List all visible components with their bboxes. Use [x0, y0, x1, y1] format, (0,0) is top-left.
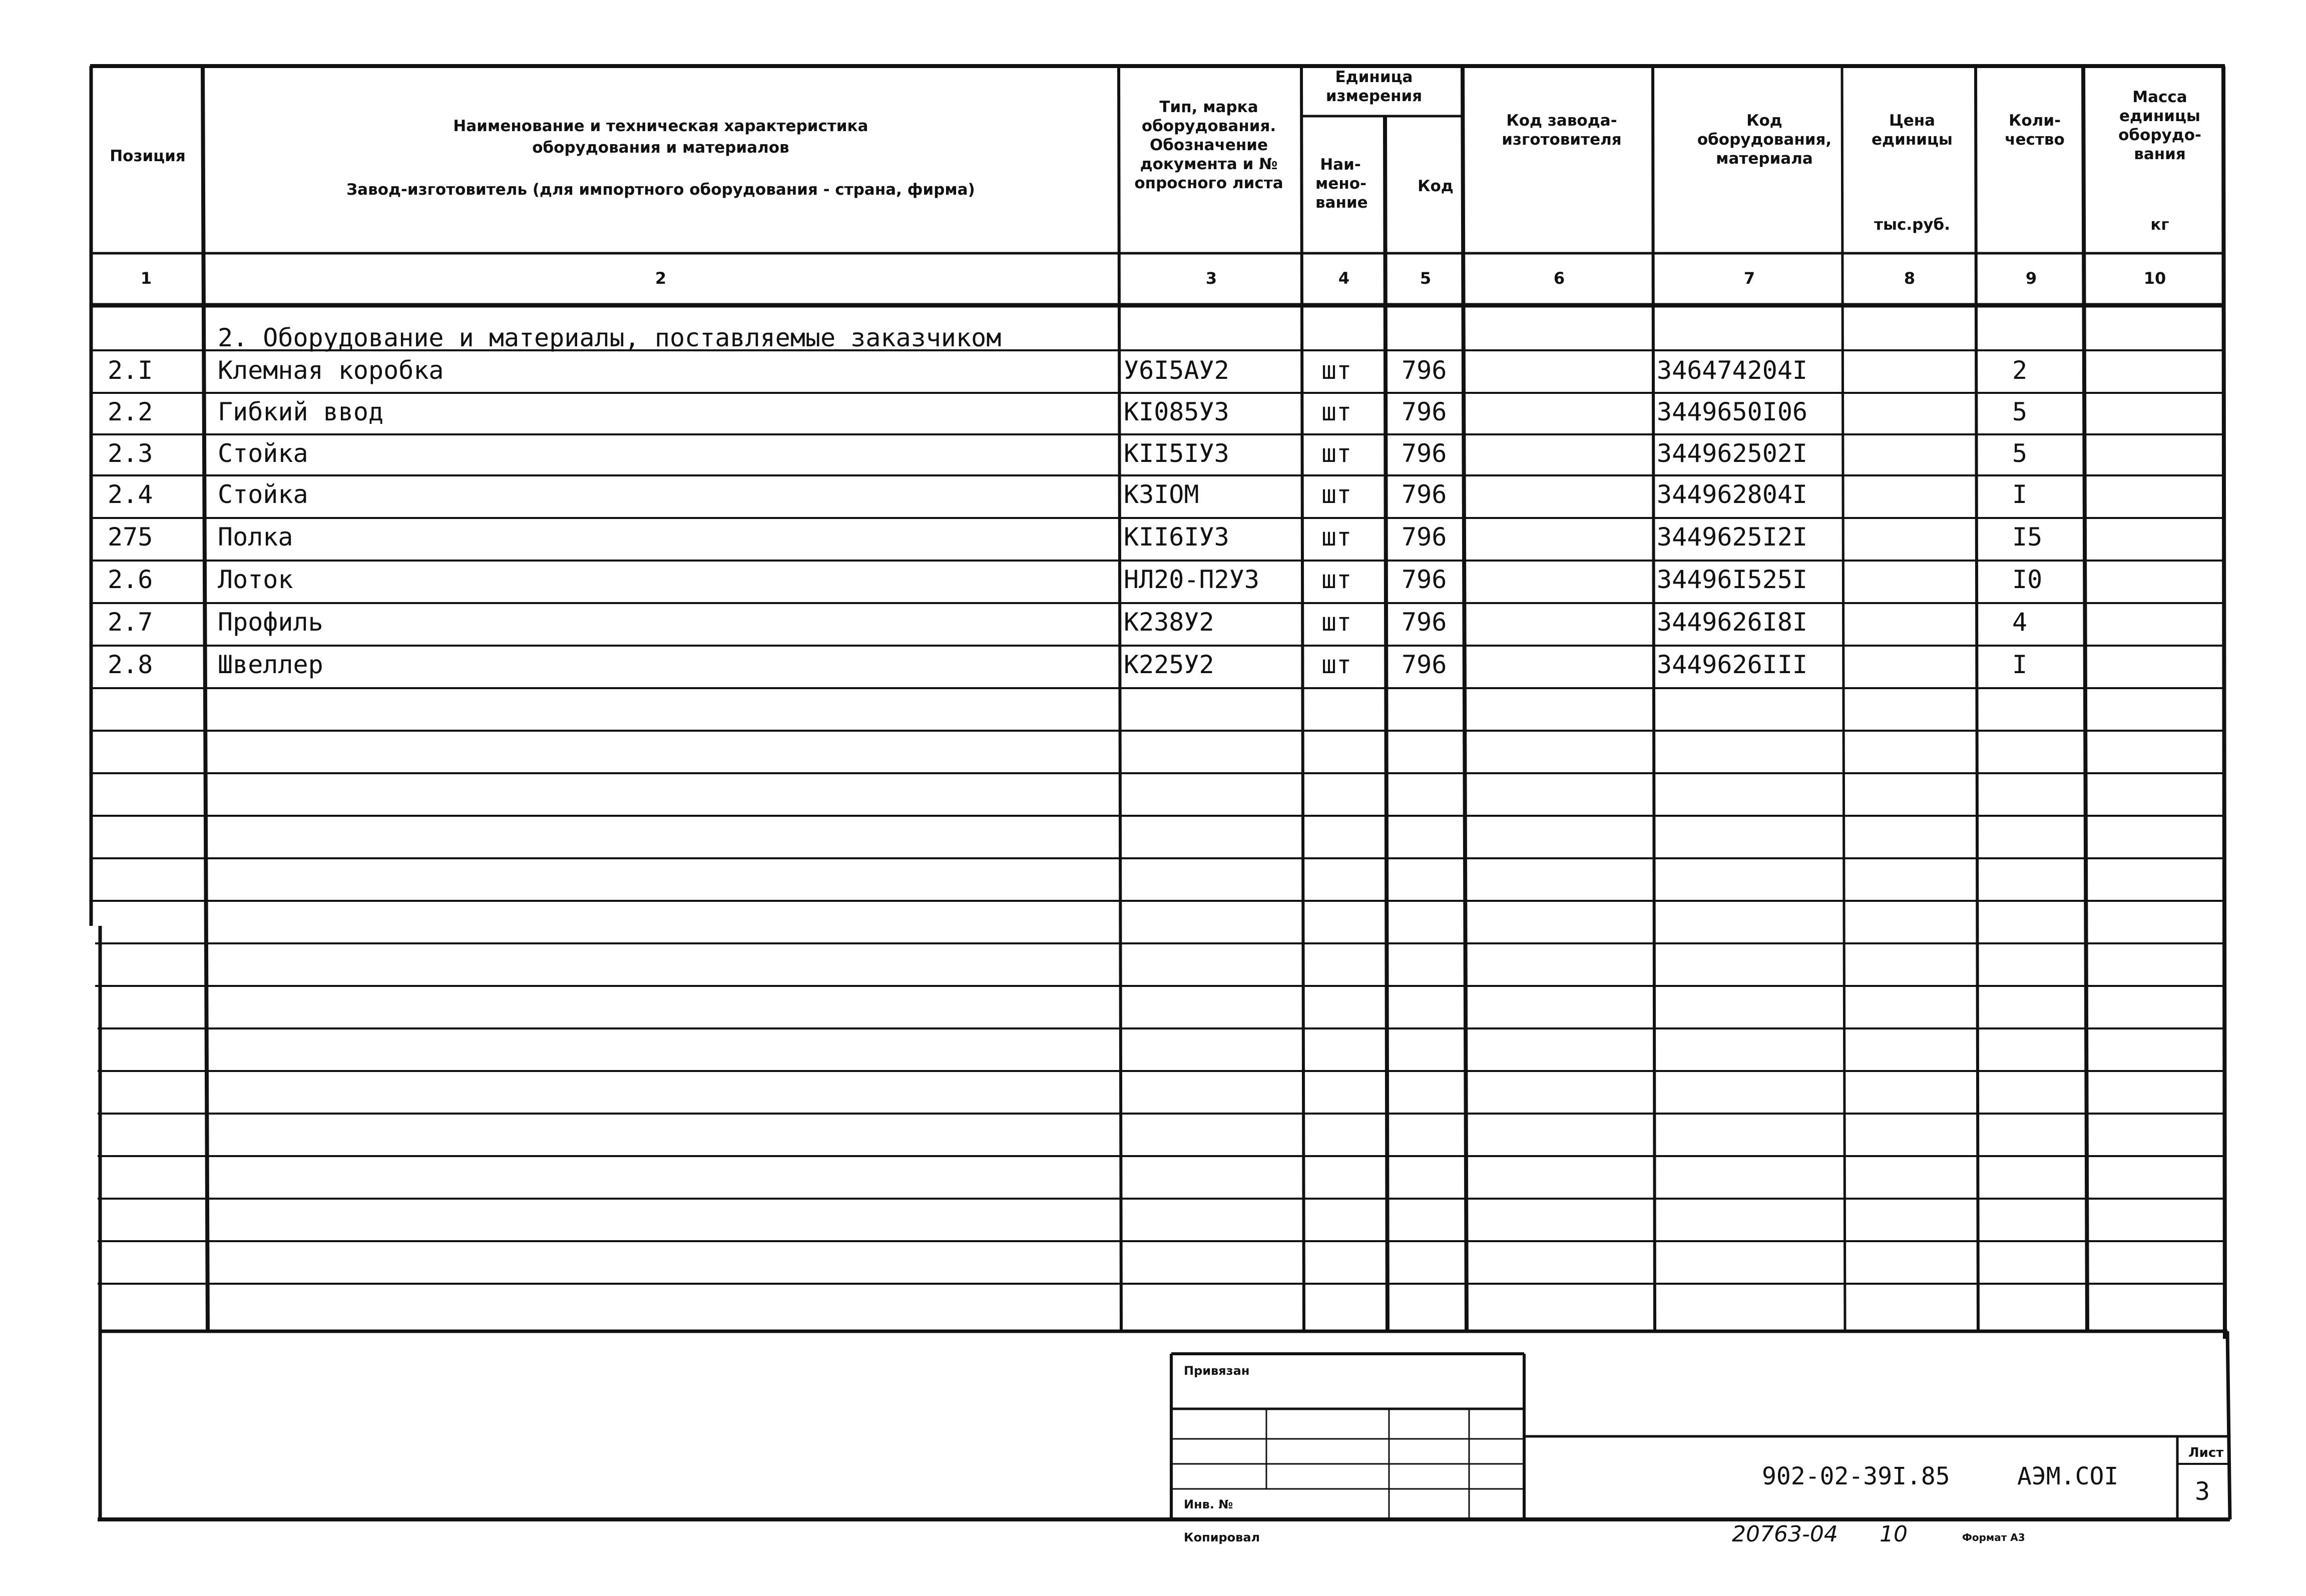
header-qty: Коли-чество [2005, 112, 2065, 149]
row-position: 275 [108, 522, 153, 552]
row-quantity: 2 [2012, 356, 2028, 385]
sheet-label: Лист [2188, 1445, 2224, 1460]
doc-code: 902-02-39I.85 [1762, 1462, 1950, 1490]
row-unit-name: шт [1321, 522, 1352, 552]
row-quantity: I0 [2012, 565, 2043, 594]
row-equipment-code: 3449625I2I [1657, 522, 1808, 552]
row-unit-name: шт [1321, 650, 1352, 679]
row-unit-code: 796 [1402, 522, 1447, 552]
header-price: Цена единицы [1872, 112, 1953, 149]
header-unit: Единица измерения [1325, 68, 1423, 105]
row-quantity: I5 [2012, 522, 2043, 552]
row-type-mark: У6I5АУ2 [1124, 356, 1229, 385]
row-unit-code: 796 [1402, 565, 1447, 594]
row-quantity: I [2012, 480, 2028, 509]
row-type-mark: KII6IУ3 [1124, 522, 1229, 552]
row-equipment-code: 34496I525I [1657, 565, 1808, 594]
row-name: Профиль [218, 608, 323, 637]
row-position: 2.2 [108, 397, 153, 426]
row-unit-code: 796 [1402, 480, 1447, 509]
column-number: 3 [1205, 269, 1217, 288]
stamp-privyazan: Привязан [1184, 1364, 1250, 1378]
row-position: 2.4 [108, 480, 153, 509]
row-name: Швеллер [218, 650, 323, 679]
row-position: 2.I [108, 356, 153, 385]
row-type-mark: KII5IУ3 [1124, 439, 1229, 468]
row-equipment-code: 344962804I [1657, 480, 1808, 509]
row-type-mark: K225У2 [1124, 650, 1214, 679]
row-unit-name: шт [1321, 608, 1352, 637]
row-quantity: 4 [2012, 608, 2028, 637]
doc-mark: АЭМ.СОI [2017, 1462, 2119, 1490]
sheet-count: 10 [1880, 1521, 1908, 1547]
row-unit-code: 796 [1402, 608, 1447, 637]
header-name-line3: Завод-изготовитель (для импортного оборудования - страна, фирма) [346, 181, 975, 199]
row-unit-code: 796 [1402, 356, 1447, 385]
header-unit-code: Код [1418, 177, 1454, 195]
stamp-inv-no: Инв. № [1184, 1497, 1233, 1511]
row-name: Полка [218, 522, 293, 552]
row-type-mark: K238У2 [1124, 608, 1214, 637]
row-name: Стойка [218, 439, 308, 468]
format-label: Формат А3 [1962, 1531, 2025, 1543]
row-quantity: 5 [2012, 397, 2028, 426]
column-number: 6 [1553, 269, 1565, 288]
row-quantity: I [2012, 650, 2028, 679]
header-mass: Масса единицы оборудо-вания [2118, 88, 2201, 163]
row-equipment-code: 346474204I [1657, 356, 1808, 385]
row-type-mark: K3IОМ [1124, 480, 1199, 509]
row-type-mark: KI085У3 [1124, 397, 1229, 426]
column-number: 8 [1904, 269, 1916, 288]
header-maker-code: Код завода-изготовителя [1502, 112, 1622, 149]
row-name: Клемная коробка [218, 356, 444, 385]
row-quantity: 5 [2012, 439, 2028, 468]
column-number: 2 [655, 269, 667, 288]
row-name: Лоток [218, 565, 293, 594]
header-name-line1: Наименование и техническая характеристика [453, 117, 868, 135]
row-position: 2.3 [108, 439, 153, 468]
header-price-unit: тыс.руб. [1874, 216, 1950, 234]
header-equip-code: Код оборудования, материала [1697, 112, 1832, 168]
sheet-number: 3 [2195, 1477, 2210, 1506]
row-position: 2.6 [108, 565, 153, 594]
header-name-line2: оборудования и материалов [532, 139, 789, 157]
column-number: 10 [2143, 269, 2166, 288]
column-number: 1 [140, 269, 152, 288]
header-mass-unit: кг [2150, 216, 2169, 234]
row-name: Стойка [218, 480, 308, 509]
column-number: 9 [2025, 269, 2037, 288]
copied-label: Копировал [1184, 1530, 1260, 1544]
row-position: 2.8 [108, 650, 153, 679]
column-number: 7 [1743, 269, 1755, 288]
row-equipment-code: 3449626I8I [1657, 608, 1808, 637]
row-unit-name: шт [1321, 356, 1352, 385]
header-unit-name: Наи-мено-вание [1315, 156, 1368, 212]
row-equipment-code: 344962502I [1657, 439, 1808, 468]
column-number: 5 [1420, 269, 1432, 288]
row-unit-name: шт [1321, 439, 1352, 468]
row-unit-code: 796 [1402, 397, 1447, 426]
row-name: Гибкий ввод [218, 397, 384, 426]
row-equipment-code: 3449626III [1657, 650, 1808, 679]
row-type-mark: НЛ20-П2У3 [1124, 565, 1259, 594]
row-unit-name: шт [1321, 397, 1352, 426]
row-equipment-code: 3449650I06 [1657, 397, 1808, 426]
row-unit-name: шт [1321, 480, 1352, 509]
header-position: Позиция [110, 147, 186, 165]
row-unit-code: 796 [1402, 439, 1447, 468]
row-unit-code: 796 [1402, 650, 1447, 679]
order-number: 20763-04 [1732, 1521, 1838, 1547]
section-title: 2. Оборудование и материалы, поставляемые заказчиком [218, 323, 1002, 352]
row-position: 2.7 [108, 608, 153, 637]
row-unit-name: шт [1321, 565, 1352, 594]
column-number: 4 [1338, 269, 1350, 288]
header-type: Тип, марка оборудования. Обозначение документа и № опросного листа [1134, 98, 1283, 192]
